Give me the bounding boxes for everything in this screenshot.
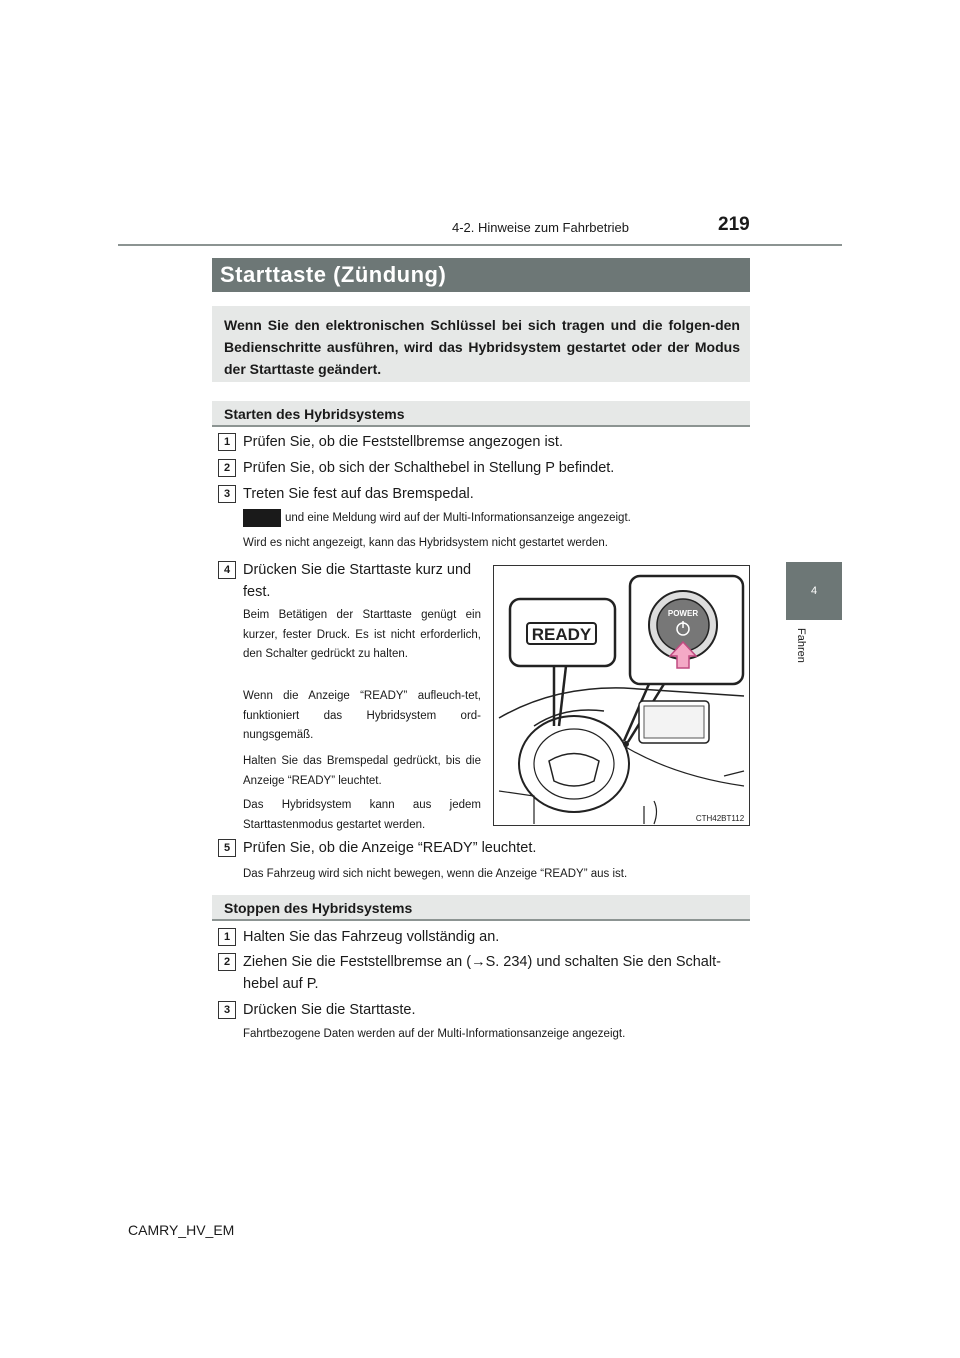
step-number: 1 [218,928,236,946]
chapter-number: 4 [810,585,818,597]
step-text: Halten Sie das Fahrzeug vollständig an. [243,929,500,945]
section-reference: 4-2. Hinweise zum Fahrbetrieb [452,220,630,235]
dashboard-illustration [493,565,750,826]
step-number: 2 [218,953,236,971]
step-text: Drücken Sie die Starttaste. [243,1002,416,1018]
step-note: Wenn die Anzeige “READY” aufleuch-tet, funktioniert das Hybridsystem ord-nungsgemäß. [243,690,481,741]
step-note: Fahrtbezogene Daten werden auf der Multi-Informationsanzeige angezeigt. [243,1028,626,1040]
step-note: Wird es nicht angezeigt, kann das Hybridsystem nicht gestartet werden. [243,537,608,549]
footer-code: CAMRY_HV_EM [128,1222,235,1238]
step-text: Treten Sie fest auf das Bremspedal. [243,486,474,502]
ready-indicator-label: READY [531,625,592,644]
step-note: Das Fahrzeug wird sich nicht bewegen, wenn die Anzeige “READY” aus ist. [243,868,628,880]
step-number: 4 [218,561,236,579]
step-number: 3 [218,1001,236,1019]
step-text: Ziehen Sie die Feststellbremse an (→S. 234) und schalten Sie den Schalt-hebel auf P. [243,954,721,992]
step-number: 5 [218,839,236,857]
page-number: 219 [718,214,750,235]
step-text: Prüfen Sie, ob die Anzeige “READY” leuchtet. [243,840,537,856]
step-text: Prüfen Sie, ob sich der Schalthebel in Stellung P befindet. [243,460,615,476]
step-note: Das Hybridsystem kann aus jedem Starttastenmodus gestartet werden. [243,799,481,831]
chapter-label: Fahren [795,628,807,663]
step-text: Drücken Sie die Starttaste kurz und fest. [243,562,472,600]
step-number: 2 [218,459,236,477]
step-note-text: und eine Meldung wird auf der Multi-Informationsanzeige angezeigt. [285,512,631,525]
chapter-tab [786,562,842,620]
intro-box: Wenn Sie den elektronischen Schlüssel bei sich tragen und die folgen-den Bedienschritte ausführen, wird das Hybridsystem gestartet oder der Modus der Starttaste geändert. [212,306,750,382]
key-indicator-icon [243,509,281,527]
start-section-heading: Starten des Hybridsystems [212,401,750,427]
step-number: 1 [218,433,236,451]
stop-section-heading: Stoppen des Hybridsystems [212,895,750,921]
header-rule [118,244,842,246]
step-number: 3 [218,485,236,503]
step-note: Halten Sie das Bremspedal gedrückt, bis die Anzeige “READY” leuchtet. [243,755,481,787]
step-note: Beim Betätigen der Starttaste genügt ein kurzer, fester Druck. Es ist nicht erforderlich, den Schalter gedrückt zu halten. [243,609,481,660]
illustration-code: CTH42BT112 [695,814,745,823]
power-button-label: POWER [667,609,699,618]
step-note [243,509,748,528]
step-text: Prüfen Sie, ob die Feststellbremse angezogen ist. [243,434,563,450]
page-title: Starttaste (Zündung) [212,258,750,292]
